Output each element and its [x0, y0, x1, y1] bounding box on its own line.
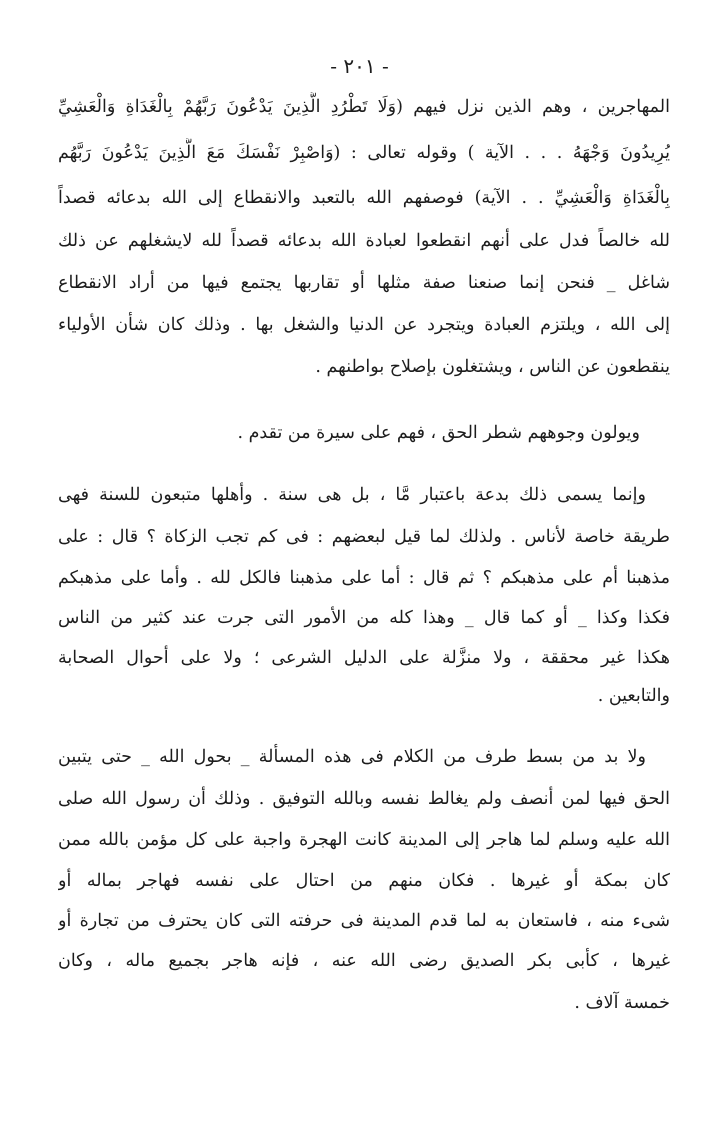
- text-line: ويولون وجوههم شطر الحق ، فهم على سيرة من تقدم .: [237, 423, 640, 443]
- text-line: ولا بد من بسط طرف من الكلام فى هذه المسألة _ بحول الله _ حتى يتبين: [58, 747, 646, 767]
- text-line: مذهبنا أم على مذهبكم ؟ ثم قال : أما على مذهبنا فالكل لله . وأما على مذهبكم: [58, 568, 670, 588]
- text-line: فكذا وكذا _ أو كما قال _ وهذا كله من الأمور التى جرت عند كثير من الناس: [58, 608, 670, 628]
- text-line: خمسة آلاف .: [574, 993, 670, 1013]
- text-line: هكذا غير محققة ، ولا منزَّلة على الدليل الشرعى ؛ ولا على أحوال الصحابة: [58, 648, 670, 668]
- text-line: وإنما يسمى ذلك بدعة باعتبار مَّا ، بل هى سنة . وأهلها متبعون للسنة فهى: [58, 485, 646, 505]
- text-line: ينقطعون عن الناس ، ويشتغلون بإصلاح بواطنهم .: [315, 357, 670, 377]
- text-line: شىء منه ، فاستعان به لما قدم المدينة فى حرفته التى كان يحترف من تجارة أو: [58, 911, 670, 931]
- text-line: بِالْغَدَاةِ وَالْعَشِيِّ . . الآية) فوصفهم الله بالتعبد والانقطاع إلى الله بدعائه قصداً: [58, 188, 670, 208]
- text-line: كان بمكة أو غيرها . فكان منهم من احتال على نفسه فهاجر بماله أو: [58, 871, 670, 891]
- text-line: لله خالصاً فدل على أنهم انقطعوا لعبادة الله بدعائه قصداً لله لايشغلهم عن ذلك: [58, 231, 670, 251]
- text-line: الحق فيها لمن أنصف ولم يغالط نفسه وبالله التوفيق . وذلك أن رسول الله صلى: [58, 789, 670, 809]
- text-line: طريقة خاصة لأناس . ولذلك لما قيل لبعضهم : فى كم تجب الزكاة ؟ قال : على: [58, 527, 670, 547]
- text-line: الله عليه وسلم لما هاجر إلى المدينة كانت الهجرة واجبة على كل مؤمن بالله ممن: [58, 830, 670, 850]
- text-line: شاغل _ فنحن إنما صنعنا صفة مثلها أو تقاربها يجتمع فيها من أراد الانقطاع: [58, 273, 670, 293]
- page-number: - ٢٠١ -: [330, 54, 389, 78]
- text-line: المهاجرين ، وهم الذين نزل فيهم (وَلَا تَطْرُدِ الَّذِينَ يَدْعُونَ رَبَّهُمْ بِالْغَدَاةِ وَالْعَشِيِّ: [58, 97, 670, 117]
- text-line: إلى الله ، ويلتزم العبادة ويتجرد عن الدنيا والشغل بها . وذلك كان شأن الأولياء: [58, 315, 670, 335]
- text-line: يُرِيدُونَ وَجْهَهُ . . . الآية ) وقوله تعالى : (وَاصْبِرْ نَفْسَكَ مَعَ الَّذِينَ يَدْعُونَ رَبَّهُم: [58, 143, 670, 163]
- text-line: غيرها ، كأبى بكر الصديق رضى الله عنه ، فإنه هاجر بجميع ماله ، وكان: [58, 951, 670, 971]
- text-line: والتابعين .: [597, 686, 670, 706]
